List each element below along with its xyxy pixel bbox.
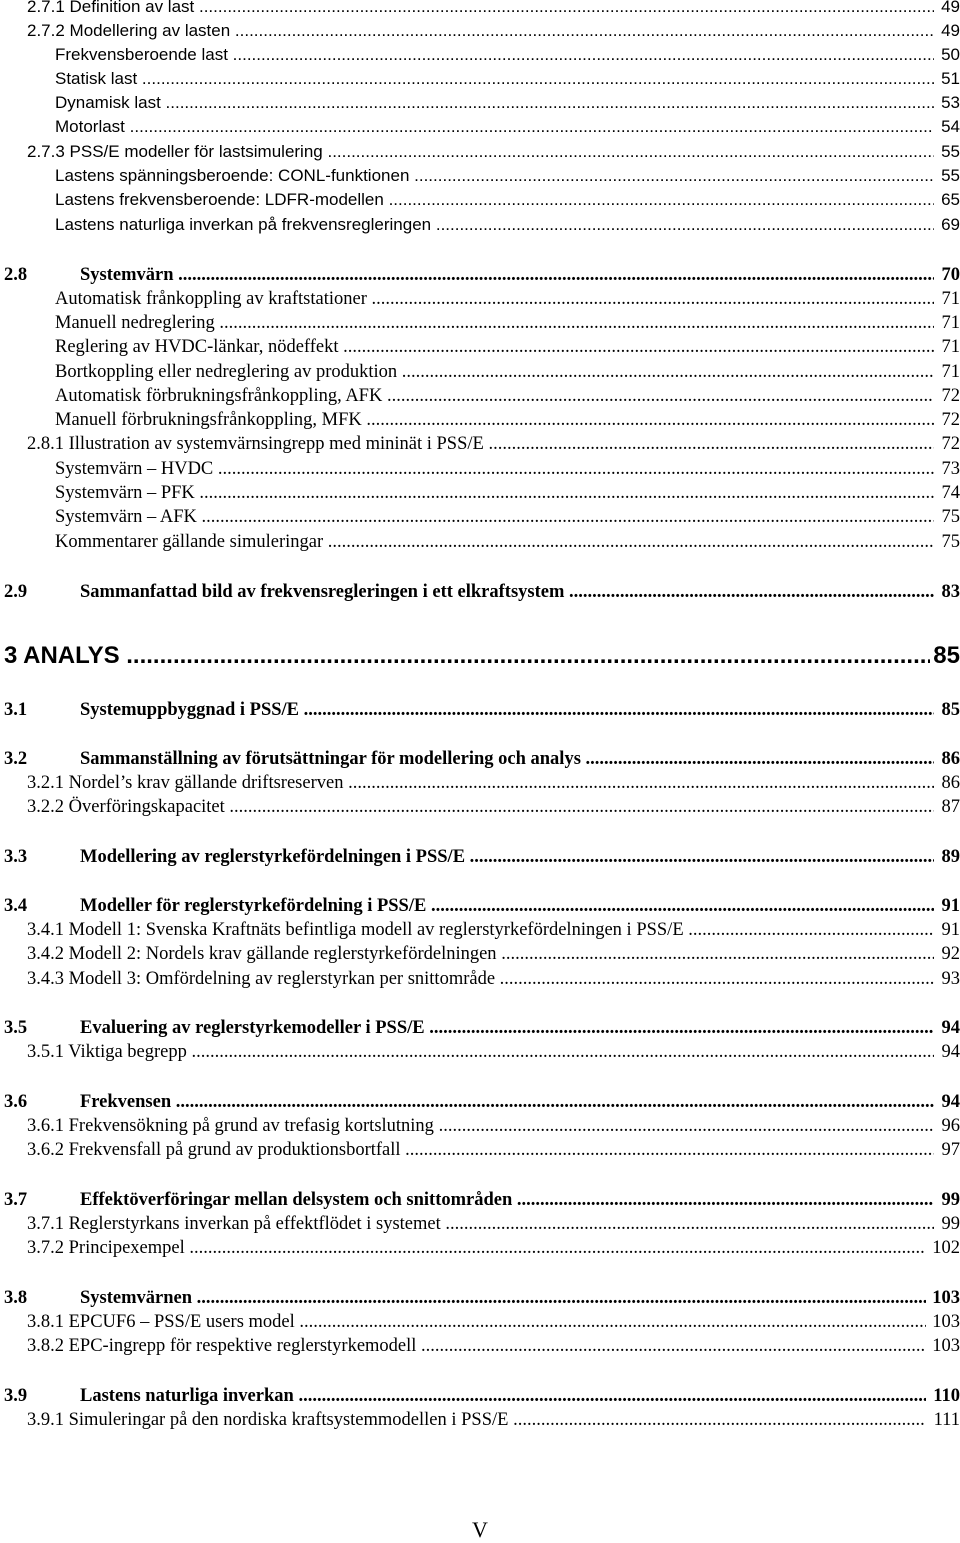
toc-entry-title: 2.8.1 Illustration av systemvärnsingrepp med mininät i PSS/E ..... [27,432,934,456]
toc-page-number: 86 [941,749,960,769]
toc-section-number: 2.8 [4,265,28,285]
toc-entry-title: Lastens spänningsberoende: CONL-funktionen ..... [55,164,934,188]
toc-entry-chapter[interactable] [0,640,960,672]
toc-page-number: 72 [941,410,960,430]
toc-entry[interactable] [0,942,960,966]
toc-page-number: 94 [941,1092,960,1112]
toc-entry-title: Lastens naturliga inverkan ..... [80,1384,926,1408]
toc-page-number: 94 [941,1042,960,1062]
toc-page-number: 70 [941,265,960,285]
toc-entry-section[interactable] [0,894,960,918]
toc-page-number: 74 [941,483,960,503]
toc-page-number: 73 [941,459,960,479]
toc-page-number: 85 [941,700,960,720]
toc-page-number: 91 [941,920,960,940]
toc-entry-title: 2.7.3 PSS/E modeller för lastsimulering ..... [27,140,934,164]
toc-entry[interactable] [0,505,960,529]
toc-page-number: 111 [933,1410,960,1430]
toc-entry-title: Lastens frekvensberoende: LDFR-modellen ..... [55,188,934,212]
toc-entry-section[interactable] [0,1384,960,1408]
toc-page-number: 103 [932,1336,960,1356]
toc-entry-title: 3.5.1 Viktiga begrepp ..... [27,1040,934,1064]
toc-page-number: 54 [940,115,960,139]
toc-entry-title: 3.4.2 Modell 2: Nordels krav gällande reglerstyrkefördelningen ..... [27,942,934,966]
toc-entry-title: 3.8.2 EPC-ingrepp för respektive reglerstyrkemodell ..... [27,1334,926,1358]
toc-page-number: 99 [941,1214,960,1234]
toc-entry[interactable] [0,457,960,481]
toc-page-number: 89 [941,847,960,867]
toc-entry[interactable] [0,188,960,212]
toc-entry-title: 3.6.2 Frekvensfall på grund av produktionsbortfall ..... [27,1138,934,1162]
toc-entry[interactable] [0,19,960,43]
toc-entry-title: 3.8.1 EPCUF6 – PSS/E users model ..... [27,1310,926,1334]
toc-entry[interactable] [0,0,960,19]
toc-page-number: 49 [940,0,960,19]
toc-entry-section[interactable] [0,263,960,287]
toc-entry-section[interactable] [0,698,960,722]
toc-page-number: 50 [940,43,960,67]
toc-entry-section[interactable] [0,845,960,869]
toc-entry-title: 3.4.3 Modell 3: Omfördelning av reglerstyrkan per snittområde ..... [27,967,934,991]
toc-entry-title: Sammanfattad bild av frekvensregleringen i ett elkraftsystem ..... [80,580,934,604]
toc-entry-title: Systemvärn – AFK ..... [55,505,934,529]
toc-entry-title: Frekvensberoende last ..... [55,43,934,67]
toc-entry[interactable] [0,311,960,335]
toc-page-number: 110 [933,1386,960,1406]
toc-page-number: 102 [932,1238,960,1258]
toc-entry-title: Kommentarer gällande simuleringar ..... [55,530,934,554]
toc-section-number: 3.7 [4,1190,28,1210]
toc-entry[interactable] [0,408,960,432]
toc-entry-section[interactable] [0,580,960,604]
toc-entry-title: Systemvärn – PFK ..... [55,481,934,505]
toc-entry-title: Frekvensen ..... [80,1090,934,1114]
toc-entry[interactable] [0,43,960,67]
toc-entry[interactable] [0,1212,960,1236]
toc-section-number: 3.3 [4,847,28,867]
toc-entry-title: 3.7.2 Principexempel ..... [27,1236,926,1260]
toc-entry[interactable] [0,530,960,554]
toc-entry-title: Manuell nedreglering ..... [55,311,934,335]
toc-entry[interactable] [0,1040,960,1064]
toc-page-number: 83 [941,582,960,602]
toc-entry-title: Reglering av HVDC-länkar, nödeffekt ..... [55,335,934,359]
toc-section-number: 3.9 [4,1386,28,1406]
toc-entry-title: Manuell förbrukningsfrånkoppling, MFK ..... [55,408,934,432]
toc-section-number: 3.8 [4,1288,28,1308]
toc-entry[interactable] [0,1114,960,1138]
toc-entry-title: 3.7.1 Reglerstyrkans inverkan på effektflödet i systemet ..... [27,1212,934,1236]
toc-page-number: 87 [941,797,960,817]
toc-entry-title: 3.4.1 Modell 1: Svenska Kraftnäts befintliga modell av reglerstyrkefördelningen i PSS/E ..... [27,918,934,942]
toc-entry[interactable] [0,795,960,819]
toc-page-number: 93 [941,969,960,989]
toc-page-number: 75 [941,532,960,552]
toc-page-number: 55 [940,140,960,164]
toc-entry-title: Evaluering av reglerstyrkemodeller i PSS/E ..... [80,1016,934,1040]
toc-page-number: 65 [940,188,960,212]
toc-entry[interactable] [0,360,960,384]
toc-page-number: 94 [941,1018,960,1038]
toc-entry-title: 3.2.2 Överföringskapacitet ..... [27,795,934,819]
toc-entry-title: Systemvärn ..... [80,263,934,287]
toc-section-number: 3.5 [4,1018,28,1038]
toc-entry-title: Systemuppbyggnad i PSS/E ..... [80,698,934,722]
toc-entry-section[interactable] [0,1188,960,1212]
toc-page-number: 99 [941,1190,960,1210]
toc-entry[interactable] [0,384,960,408]
toc-page-number: 71 [941,362,960,382]
toc-entry[interactable] [0,140,960,164]
toc-entry-title: Statisk last ..... [55,67,934,91]
toc-page-number: 51 [940,67,960,91]
toc-entry-title: Systemvärn – HVDC ..... [55,457,934,481]
toc-page-number: 71 [941,337,960,357]
toc-entry-section[interactable] [0,747,960,771]
toc-entry-title: Motorlast ..... [55,115,934,139]
toc-page-number: 71 [941,313,960,333]
toc-entry-title: Automatisk förbrukningsfrånkoppling, AFK ..... [55,384,934,408]
toc-page-number: 103 [932,1288,960,1308]
toc-section-number: 3.1 [4,700,28,720]
toc-entry-title: Sammanställning av förutsättningar för modellering och analys ..... [80,747,934,771]
toc-page-number: 72 [941,434,960,454]
toc-section-number: 3.6 [4,1092,28,1112]
toc-page-number: 103 [932,1312,960,1332]
toc-entry-title: 3.9.1 Simuleringar på den nordiska kraftsystemmodellen i PSS/E ..... [27,1408,926,1432]
toc-entry-title: Effektöverföringar mellan delsystem och snittområden ..... [80,1188,934,1212]
toc-section-number: 3.2 [4,749,28,769]
toc-page-number: 53 [940,91,960,115]
toc-entry[interactable] [0,432,960,456]
toc-section-number: 2.9 [4,582,28,602]
toc-entry[interactable] [0,115,960,139]
toc-entry[interactable] [0,164,960,188]
toc-entry[interactable] [0,1334,960,1358]
toc-entry-title: 3.6.1 Frekvensökning på grund av trefasig kortslutning ..... [27,1114,934,1138]
toc-page-number: 55 [940,164,960,188]
toc-entry[interactable] [0,213,960,237]
toc-entry-title: 3 ANALYS ..... [4,640,930,672]
toc-entry[interactable] [0,67,960,91]
toc-entry-title: Modellering av reglerstyrkefördelningen i PSS/E ..... [80,845,934,869]
toc-entry[interactable] [0,1408,960,1432]
toc-entry[interactable] [0,1236,960,1260]
toc-page-number: 85 [932,640,960,672]
toc-entry[interactable] [0,91,960,115]
toc-entry[interactable] [0,481,960,505]
toc-entry-title: Lastens naturliga inverkan på frekvensregleringen ..... [55,213,934,237]
toc-entry[interactable] [0,771,960,795]
toc-page-number: 71 [941,289,960,309]
toc-entry-title: Bortkoppling eller nedreglering av produktion ..... [55,360,934,384]
toc-entry[interactable] [0,287,960,311]
toc-entry[interactable] [0,335,960,359]
toc-page-number: 96 [941,1116,960,1136]
toc-entry[interactable] [0,918,960,942]
page-footer-number: V [472,1517,488,1542]
toc-page-number: 72 [941,386,960,406]
toc-page-number: 86 [941,773,960,793]
toc-page-number: 75 [941,507,960,527]
toc-entry-section[interactable] [0,1286,960,1310]
toc-entry-title: Automatisk frånkoppling av kraftstationer ..... [55,287,934,311]
toc-entry[interactable] [0,1138,960,1162]
toc-page-number: 92 [941,944,960,964]
toc-entry[interactable] [0,967,960,991]
toc-entry-title: 2.7.1 Definition av last ..... [27,0,934,19]
toc-section-number: 3.4 [4,896,28,916]
toc-page-number: 97 [941,1140,960,1160]
toc-page-number: 49 [940,19,960,43]
toc-entry-section[interactable] [0,1016,960,1040]
toc-entry-title: Systemvärnen ..... [80,1286,926,1310]
toc-page-number: 91 [941,896,960,916]
toc-entry-title: Modeller för reglerstyrkefördelning i PSS/E ..... [80,894,934,918]
toc-entry-title: 2.7.2 Modellering av lasten ..... [27,19,934,43]
toc-page-number: 69 [940,213,960,237]
toc-entry-title: 3.2.1 Nordel’s krav gällande driftsreserven ..... [27,771,934,795]
toc-entry-title: Dynamisk last ..... [55,91,934,115]
toc-entry-section[interactable] [0,1090,960,1114]
toc-entry[interactable] [0,1310,960,1334]
